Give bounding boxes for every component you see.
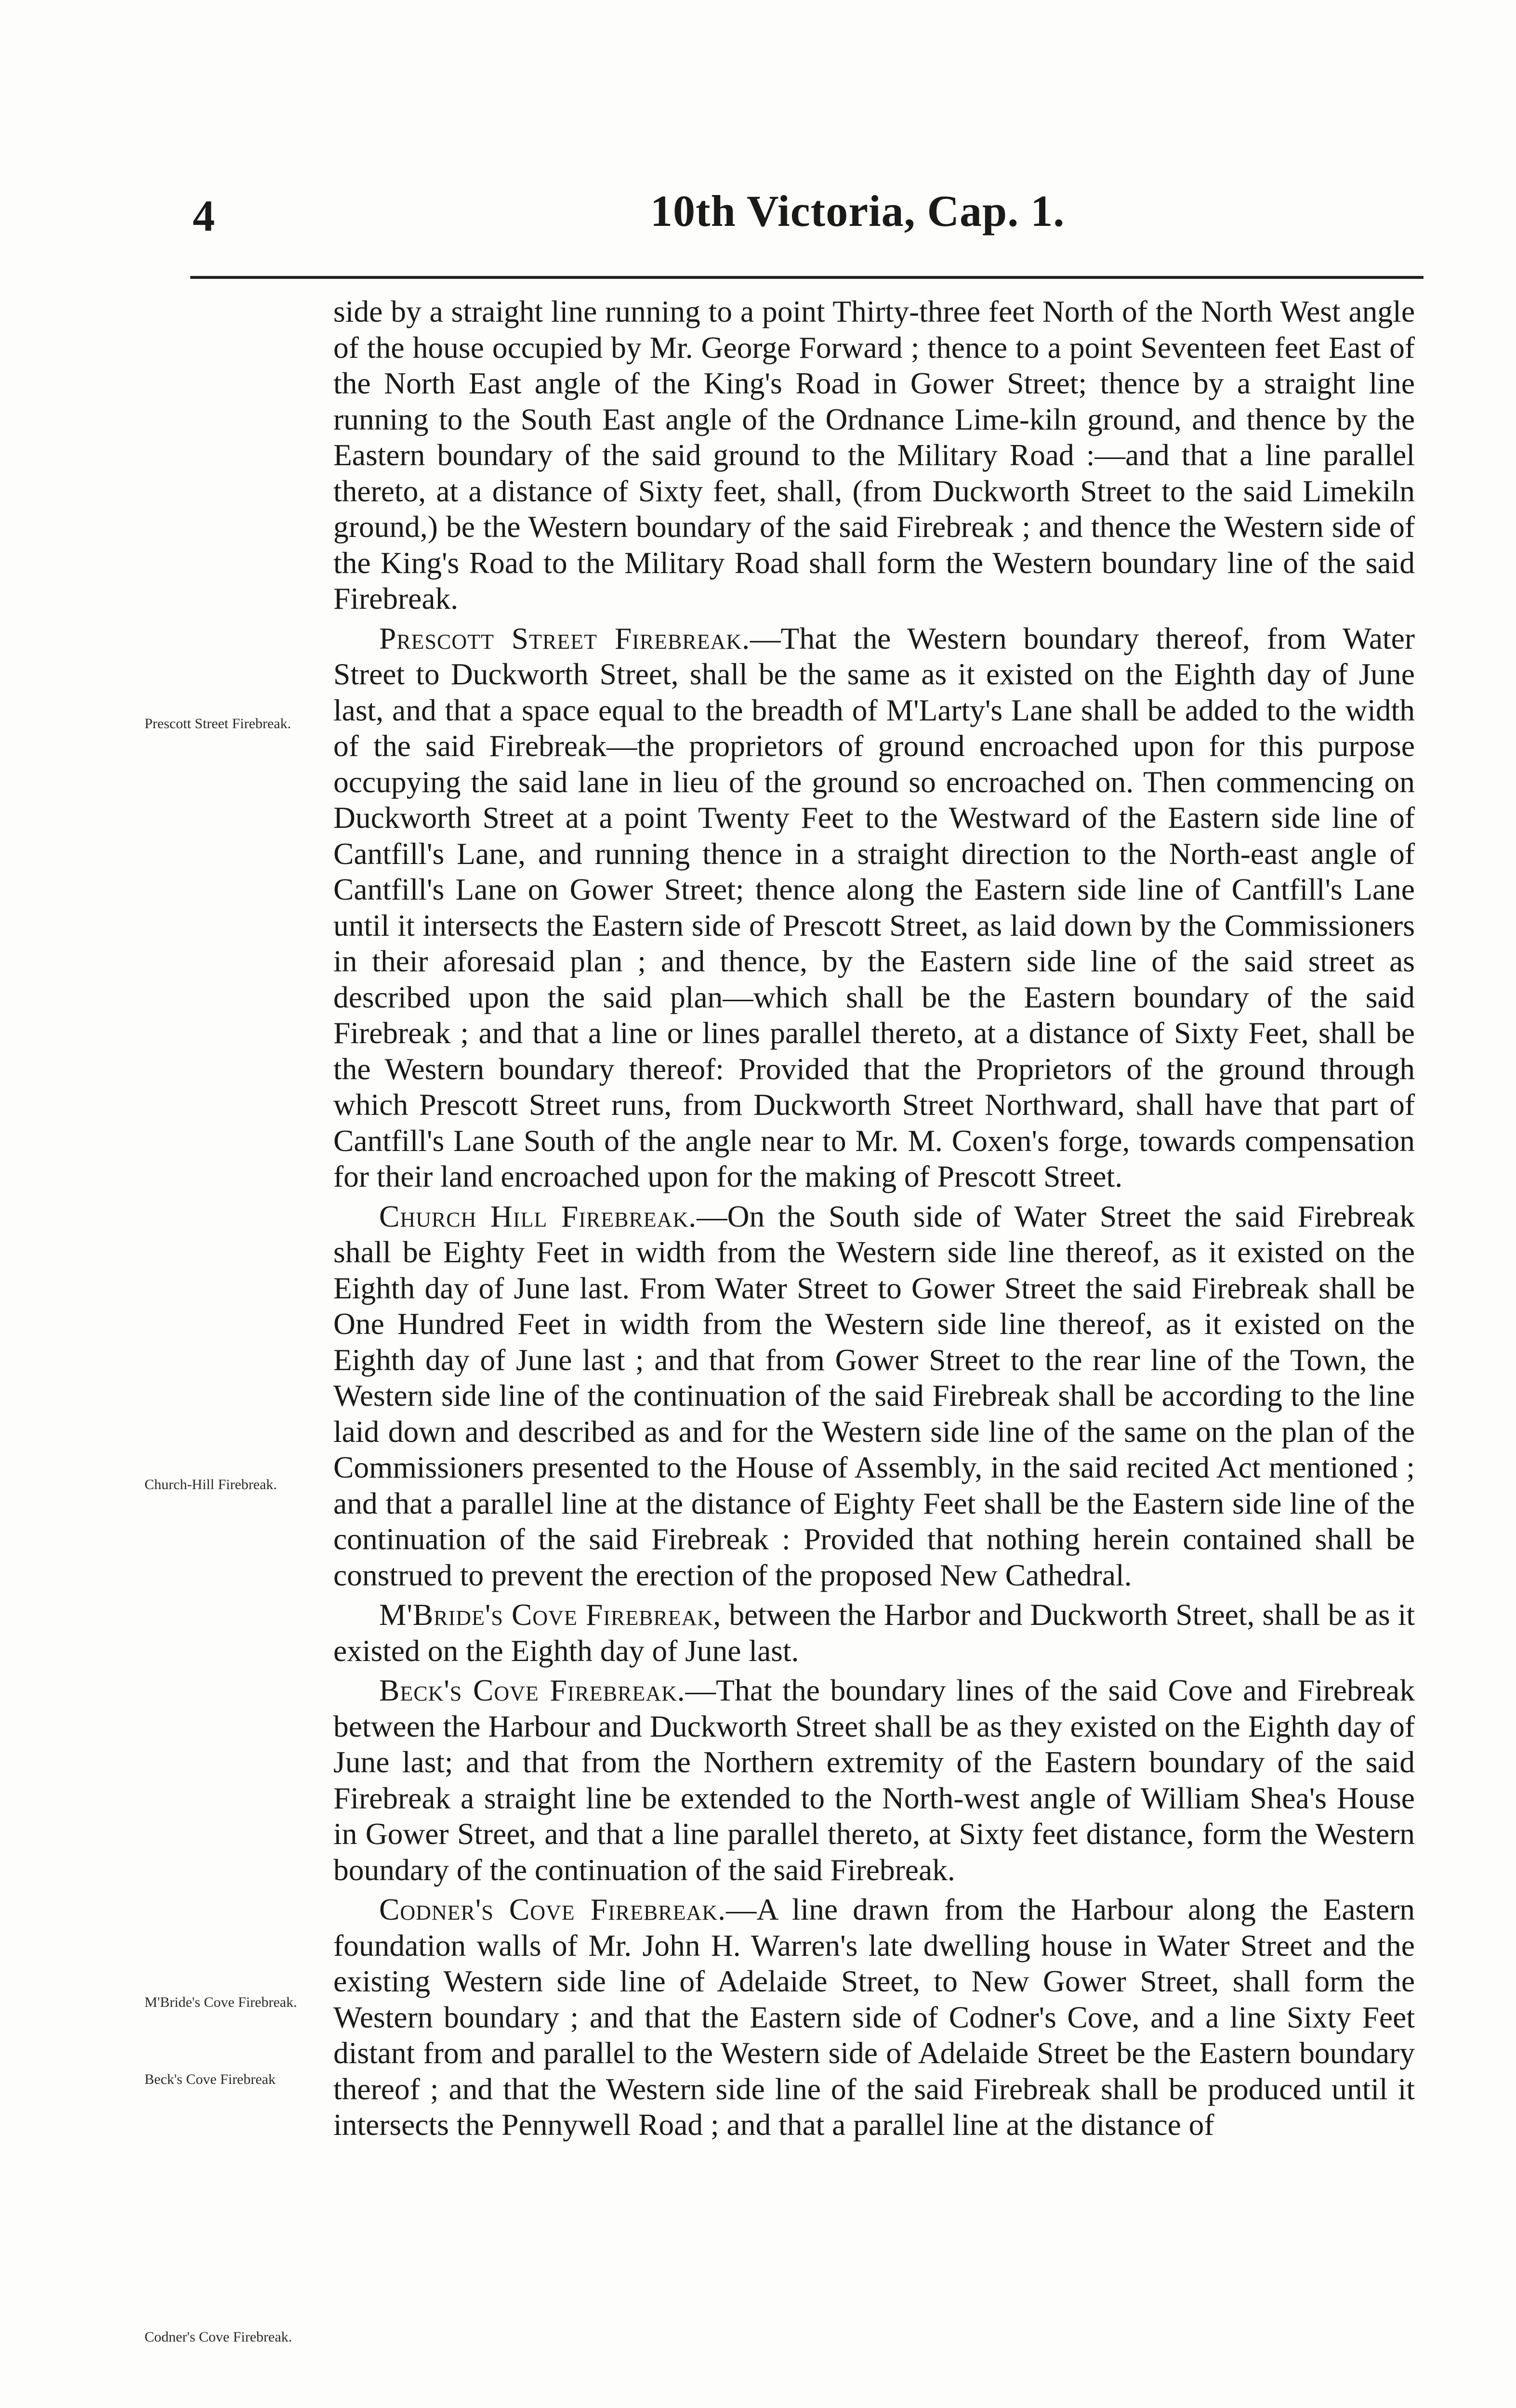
paragraph-mcbrides (333, 1597, 1415, 1669)
text-church-hill: —On the South side of Water Street the said Firebreak shall be Eighty Feet in width from the Western side line thereof, as it existed on the Eighth day of June last. From Water Street to Gower Street the said Firebreak shall be One Hundred Feet in width from the Western side line thereof, as it existed on the Eighth day of June last ; and that from Gower Street to the rear line of the Town, the Western side line of the continuation of the said Firebreak shall be according to the line laid down and described as and for the Western side line of the same on the plan of the Commissioners presented to the House of Assembly, in the said recited Act mentioned ; and that a parallel line at the distance of Eighty Feet shall be the Eastern side line of the continuation of the said Firebreak : Provided that nothing herein contained shall be construed to prevent the erection of the proposed New Cathedral. (333, 1199, 1415, 1592)
text-prescott: —That the Western boundary thereof, from Water Street to Duckworth Street, shall be the same as it existed on the Eighth day of June last, and that a space equal to the breadth of M'Larty's Lane shall be added to the width of the said Firebreak—the proprietors of ground encroached upon for this purpose occupying the said lane in lieu of the ground so encroached on. Then commencing on Duckworth Street at a point Twenty Feet to the Westward of the Eastern side line of Cantfill's Lane, and running thence in a straight direction to the North-east angle of Cantfill's Lane on Gower Street; thence along the Eastern side line of Cantfill's Lane until it intersects the Eastern side of Prescott Street, as laid down by the Commissioners in their aforesaid plan ; and thence, by the Eastern side line of the said street as described upon the said plan—which shall be the Eastern boundary of the said Firebreak ; and that a line or lines parallel thereto, at a distance of Sixty Feet, shall be the Western boundary thereof: Provided that the Proprietors of the ground through which Prescott Street runs, from Duckworth Street Northward, shall have that part of Cantfill's Lane South of the angle near to Mr. M. Coxen's forge, towards compensation for their land encroached upon for the making of Prescott Street. (333, 621, 1415, 1193)
margin-note-prescott: Prescott Street Firebreak. (145, 716, 291, 732)
margin-note-church-hill: Church-Hill Firebreak. (145, 1477, 277, 1492)
running-head: 10th Victoria, Cap. 1. (650, 186, 1065, 236)
paragraph-codners (333, 1892, 1415, 2143)
margin-note-codners: Codner's Cove Firebreak. (145, 2329, 292, 2345)
margin-note-becks: Beck's Cove Firebreak (145, 2071, 276, 2087)
text-mcbrides: between the Harbor and Duckworth Street, shall be as it existed on the Eighth day of June last. (333, 1597, 1415, 1668)
paragraph-prescott (333, 621, 1415, 1195)
header-rule (190, 276, 1424, 279)
page-number: 4 (193, 191, 215, 240)
heading-prescott: Prescott Street Firebreak. (379, 621, 751, 655)
heading-mcbrides: M'Bride's Cove Firebreak, (379, 1597, 722, 1632)
paragraph-becks (333, 1673, 1415, 1888)
paragraph-church-hill (333, 1199, 1415, 1594)
heading-codners: Codner's Cove Firebreak. (379, 1892, 726, 1926)
text-codners: —A line drawn from the Harbour along the Eastern foundation walls of Mr. John H. Warren's late dwelling house in Water Street and the existing Western side line of Adelaide Street, to New Gower Street, shall form the Western boundary ; and that the Eastern side of Codner's Cove, and a line Sixty Feet distant from and parallel to the Western side of Adelaide Street be the Eastern boundary thereof ; and that the Western side line of the said Firebreak shall be produced until it intersects the Pennywell Road ; and that a parallel line at the distance of (333, 1892, 1415, 2142)
body-text (333, 294, 1415, 2143)
paragraph-continuation: side by a straight line running to a point Thirty-three feet North of the North West angle of the house occupied by Mr. George Forward ; thence to a point Seventeen feet East of the North East angle of the King's Road in Gower Street; thence by a straight line running to the South East angle of the Ordnance Lime-kiln ground, and thence by the Eastern boundary of the said ground to the Military Road :—and that a line parallel thereto, at a distance of Sixty feet, shall, (from Duckworth Street to the said Limekiln ground,) be the Western boundary of the said Firebreak ; and thence the Western side of the King's Road to the Military Road shall form the Western boundary line of the said Firebreak. (333, 294, 1415, 615)
text-becks: —That the boundary lines of the said Cove and Firebreak between the Harbour and Duckworth Street shall be as they existed on the Eighth day of June last; and that from the Northern extremity of the Eastern boundary of the said Firebreak a straight line be extended to the North-west angle of William Shea's House in Gower Street, and that a line parallel thereto, at Sixty feet distance, form the Western boundary of the continuation of the said Firebreak. (333, 1673, 1415, 1887)
heading-becks: Beck's Cove Firebreak. (379, 1673, 685, 1707)
heading-church-hill: Church Hill Firebreak. (379, 1199, 697, 1233)
margin-note-mcbrides: M'Bride's Cove Firebreak. (145, 1994, 297, 2010)
